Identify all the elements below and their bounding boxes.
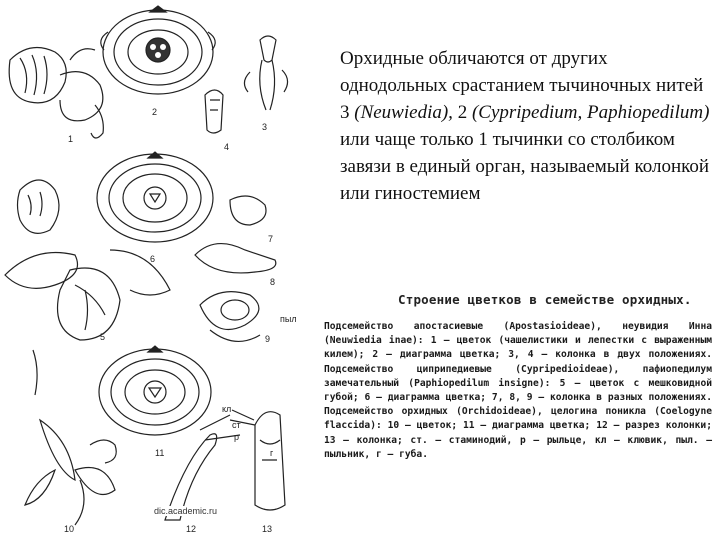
figure-label-6: 6 [150,254,156,264]
figure-label-11: 11 [155,448,165,458]
figure-label-12: 12 [186,524,197,534]
intro-genus-1: (Neuwiedia), [354,102,453,123]
figure-label-2: 2 [152,107,158,117]
figure-label-13: 13 [262,524,273,534]
figure-label-pyl: пыл [280,314,297,324]
figure-label-kl: кл [222,404,232,414]
figure-label-g: г [270,448,274,458]
flower-diagram-6 [97,152,213,242]
flower-diagram-11 [99,346,211,435]
intro-paragraph [340,45,710,207]
figure-label-10: 10 [64,524,75,534]
figure-label-r: р [234,432,240,442]
figure-label-7: 7 [268,234,274,244]
figure-label-8: 8 [270,277,276,287]
intro-genus-2: (Cypripedium, Paphiopedilum) [471,102,710,123]
figure-label-9: 9 [265,334,271,344]
figure-label-1: 1 [68,134,74,144]
figure-title: Строение цветков в семействе орхидных. [398,292,692,307]
figure-caption-block [318,290,720,540]
column-drawing-3-4 [205,36,288,133]
intro-text-3: или чаще только 1 тычинки со столбиком завязи в единый орган, называемый колонкой или гиностемием [340,129,710,204]
intro-text-2: 2 [452,102,472,123]
column-drawing-12-13 [165,410,285,520]
figure-label-st: ст [232,420,241,430]
figure-caption: Подсемейство апостасиевые (Apostasioideae), неувидия Инна (Neuwiedia inae): 1 — цветок (чашелистики и лепестки с выраженным килем); 2 — диаграмма цветка; 3, 4 — колонка в двух положениях. Подсемейство циприпедиевые (Cypripedioideae), пафиопедилум замечательный (Paphiopedilum insigne): 5 — цветок с мешковидной губой; 6 — диаграмма цветка; 7, 8, 9 — колонка в разных положениях. Подсемейство орхидных (Orchidoideae), целогина поникла (Coelogyne flaccida): 10 — цветок; 11 — диаграмма цветка; 12 — разрез колонки; 13 — колонка; ст. — стаминодий, р — рыльце, кл — клювик, пыл. — пыльник, г — губа. [324,321,712,460]
watermark: dic.academic.ru [154,506,218,516]
flower-drawing-1 [9,48,103,139]
intro-text-1: Орхидные обличаются от других однодольных срастанием тычиночных нитей 3 [340,48,704,123]
figure-label-3: 3 [262,122,268,132]
flower-diagram-2 [101,6,215,94]
figure-label-4: 4 [224,142,230,152]
figure-label-5: 5 [100,332,106,342]
orchid-illustration [0,0,320,540]
